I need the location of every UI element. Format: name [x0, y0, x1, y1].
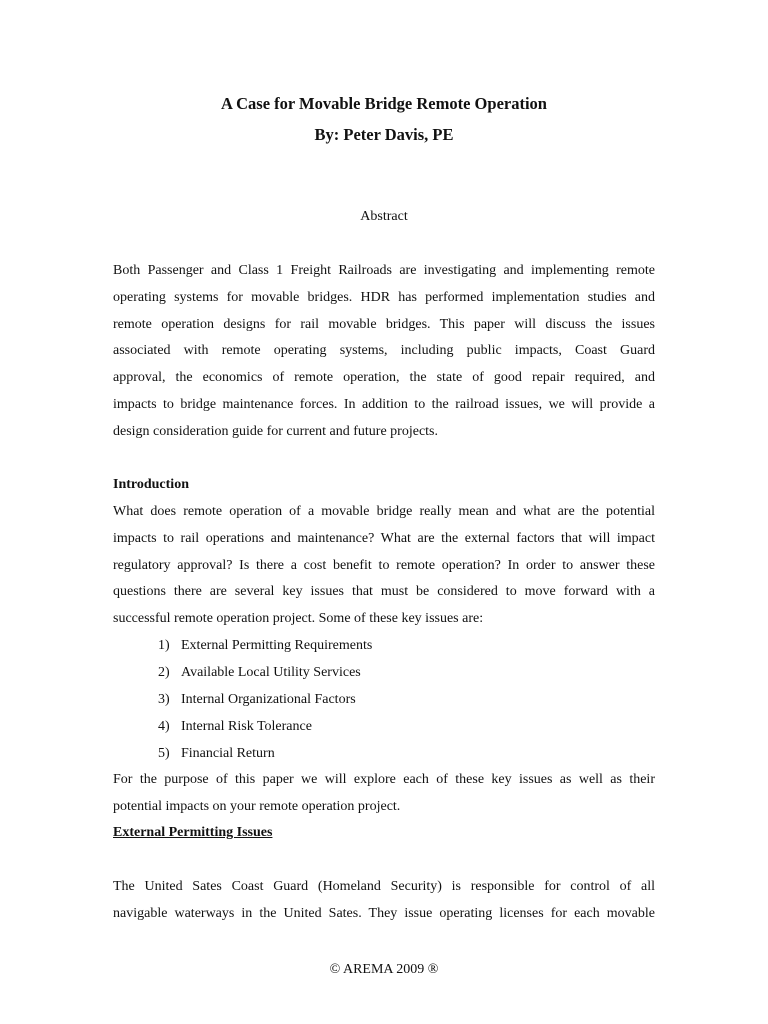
paragraph-line: What does remote operation of a movable bridge really mean and what are the potential [113, 504, 655, 519]
paragraph-line: The United Sates Coast Guard (Homeland Security) is responsible for control of all [113, 879, 655, 894]
paragraph-line: remote operation designs for rail movable bridges. This paper will discuss the issues [113, 316, 655, 332]
external-permitting-heading: External Permitting Issues [113, 825, 273, 840]
list-item-text: Internal Risk Tolerance [181, 719, 312, 734]
paragraph-line: impacts to rail operations and maintenance? What are the external factors that will impact [113, 530, 655, 546]
list-item [158, 717, 372, 744]
list-item-number: 1) [158, 638, 170, 653]
introduction-closing-paragraph [113, 767, 655, 821]
abstract-heading: Abstract [360, 209, 408, 224]
abstract-paragraph [113, 258, 655, 446]
external-permitting-paragraph [113, 874, 655, 928]
paragraph-line: successful remote operation project. Some of these key issues are: [113, 611, 484, 627]
paragraph-line: potential impacts on your remote operation project. [113, 798, 401, 814]
key-issues-list [158, 636, 372, 771]
list-item [158, 663, 372, 690]
list-item-text: Internal Organizational Factors [181, 692, 356, 707]
introduction-heading: Introduction [113, 477, 189, 492]
paragraph-line: impacts to bridge maintenance forces. In addition to the railroad issues, we will provide a [113, 396, 655, 412]
list-item-text: Financial Return [181, 746, 275, 761]
paragraph-line: For the purpose of this paper we will explore each of these key issues as well as their [113, 772, 655, 787]
list-item-number: 3) [158, 692, 170, 707]
paragraph-line: regulatory approval? Is there a cost benefit to remote operation? In order to answer these [113, 557, 655, 573]
paragraph-line: Both Passenger and Class 1 Freight Railroads are investigating and implementing remote [113, 263, 655, 278]
list-item [158, 690, 372, 717]
list-item-text: External Permitting Requirements [181, 638, 373, 653]
paragraph-line: navigable waterways in the United Sates. They issue operating licenses for each movable [113, 905, 655, 921]
document-title: A Case for Movable Bridge Remote Operation [221, 94, 547, 113]
paragraph-line: questions there are several key issues that must be considered to move forward with a [113, 584, 655, 600]
list-item [158, 636, 372, 663]
introduction-paragraph [113, 499, 655, 633]
paragraph-line: approval, the economics of remote operation, the state of good repair required, and [113, 370, 655, 386]
paragraph-line: operating systems for movable bridges. HDR has performed implementation studies and [113, 289, 655, 305]
paragraph-line: design consideration guide for current and future projects. [113, 423, 439, 439]
page-footer: © AREMA 2009 ® [329, 962, 439, 977]
list-item-number: 2) [158, 665, 170, 680]
list-item-number: 5) [158, 746, 170, 761]
document-author: By: Peter Davis, PE [314, 125, 454, 144]
list-item-text: Available Local Utility Services [181, 665, 361, 680]
list-item-number: 4) [158, 719, 170, 734]
paragraph-line: associated with remote operating systems, including public impacts, Coast Guard [113, 343, 655, 359]
